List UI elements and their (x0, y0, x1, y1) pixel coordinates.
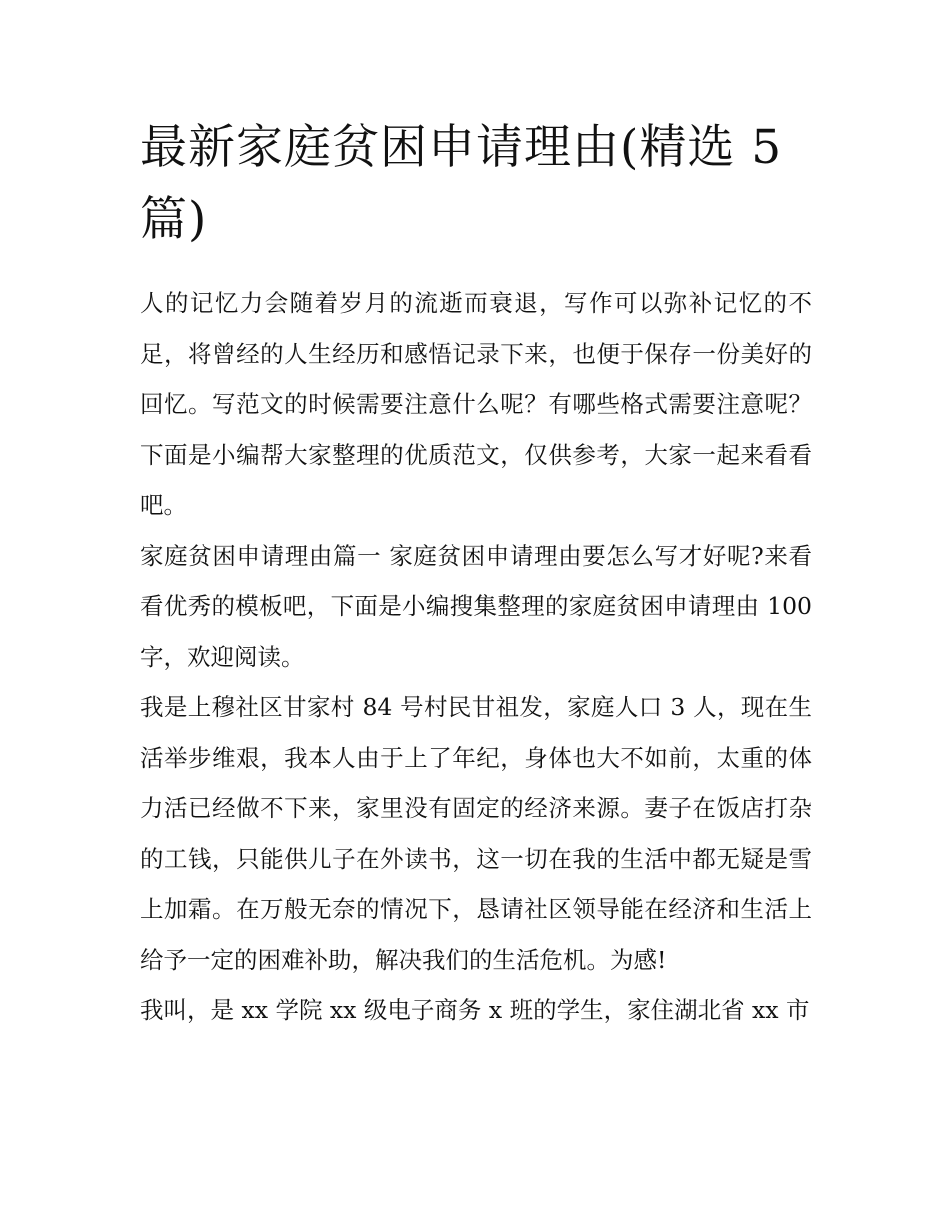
paragraph-letter-one: 我是上穆社区甘家村 84 号村民甘祖发，家庭人口 3 人，现在生活举步维艰，我本人由于上了年纪，身体也大不如前，太重的体力活已经做不下来，家里没有固定的经济来源。妻子在饭店打杂的工钱，只能供儿子在外读书，这一切在我的生活中都无疑是雪上加霜。在万般无奈的情况下，恳请社区领导能在经济和生活上给予一定的困难补助，解决我们的生活危机。为感! (140, 693, 812, 974)
paragraph-section-one: 家庭贫困申请理由篇一 家庭贫困申请理由要怎么写才好呢?来看看优秀的模板吧，下面是小编搜集整理的家庭贫困申请理由 100 字，欢迎阅读。 (140, 541, 812, 671)
paragraph-letter-two: 我叫，是 xx 学院 xx 级电子商务 x 班的学生，家住湖北省 xx 市 (140, 996, 810, 1024)
document-page (140, 112, 812, 1036)
paragraph-intro: 人的记忆力会随着岁月的流逝而衰退，写作可以弥补记忆的不足，将曾经的人生经历和感悟记录下来，也便于保存一份美好的回忆。写范文的时候需要注意什么呢？有哪些格式需要注意呢？下面是小编帮大家整理的优质范文，仅供参考，大家一起来看看吧。 (140, 289, 812, 519)
document-title: 最新家庭贫困申请理由(精选 5 篇) (140, 120, 783, 247)
